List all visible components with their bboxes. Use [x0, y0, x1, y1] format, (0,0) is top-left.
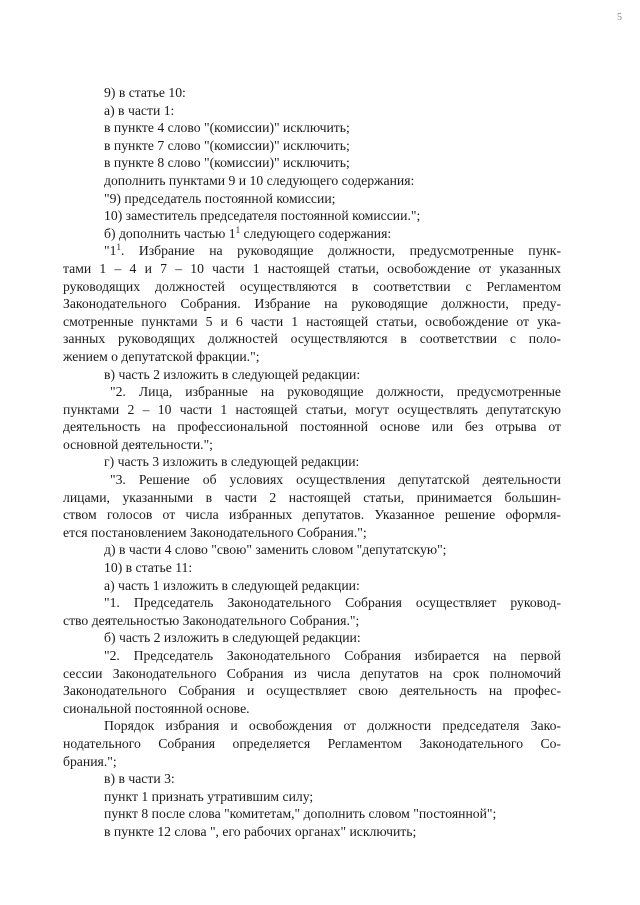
line-text: смотренные пунктами 5 и 6 части 1 настоящей статьи, освобождение от ука-: [63, 313, 561, 329]
line-text: б) часть 2 изложить в следующей редакции:: [104, 630, 361, 646]
text-line: [63, 753, 561, 771]
line-text: д) в части 4 слово "свою" заменить словом "депутатскую";: [104, 542, 447, 558]
line-text: а) в части 1:: [104, 102, 175, 118]
line-text: руководящих должностей осуществляются в соответствии с Регламентом: [63, 278, 561, 294]
line-text: деятельность на профессиональной постоянной основе или без отрыва от: [63, 419, 561, 435]
text-line: [63, 665, 561, 683]
line-text: 10) в статье 11:: [104, 560, 193, 576]
line-text: жением о депутатской фракции.";: [63, 348, 260, 364]
text-line: [63, 770, 561, 788]
text-line: [63, 700, 561, 718]
text-line: [63, 225, 561, 243]
line-text: Законодательного Собрания и осуществляет свою деятельность на профес-: [63, 683, 561, 699]
line-text: ством голосов от числа избранных депутатов. Указанное решение оформля-: [63, 507, 561, 523]
line-text: в) в части 3:: [104, 771, 175, 787]
text-line: [63, 559, 561, 577]
line-text: 10) заместитель председателя постоянной комиссии.";: [104, 208, 421, 224]
line-text: а) часть 1 изложить в следующей редакции:: [104, 577, 360, 593]
text-line: [63, 471, 561, 489]
text-line: [63, 541, 561, 559]
text-line: [63, 330, 561, 348]
line-text: брания.";: [63, 753, 117, 769]
line-text: лицами, указанными в части 2 настоящей статьи, принимается большин-: [63, 489, 561, 505]
line-text: дополнить пунктами 9 и 10 следующего содержания:: [104, 172, 415, 188]
line-text: 9) в статье 10:: [104, 85, 186, 100]
text-line: [63, 788, 561, 806]
text-line: [63, 207, 561, 225]
text-line: [63, 84, 561, 102]
text-line: [63, 401, 561, 419]
superscript: 1: [235, 224, 241, 235]
text-line: [63, 348, 561, 366]
text-line: [63, 647, 561, 665]
superscript: 1: [116, 242, 121, 253]
line-text: нодательного Собрания определяется Регламентом Законодательного Со-: [63, 735, 561, 751]
line-text: в пункте 8 слово "(комиссии)" исключить;: [104, 155, 350, 171]
line-text: ство деятельностью Законодательного Собрания.";: [63, 612, 360, 628]
line-text: сиональной постоянной основе.: [63, 700, 250, 716]
line-text-continued: следующего содержания:: [240, 225, 392, 241]
line-text: в пункте 4 слово "(комиссии)" исключить;: [104, 120, 350, 136]
text-line: [63, 823, 561, 841]
text-line: [63, 154, 561, 172]
text-line: [63, 313, 561, 331]
line-text: "9) председатель постоянной комиссии;: [104, 190, 336, 206]
text-line: [63, 735, 561, 753]
line-text: "1. Председатель Законодательного Собрания осуществляет руковод-: [104, 595, 561, 611]
text-line: [63, 805, 561, 823]
line-text: тами 1 – 4 и 7 – 10 части 1 настоящей статьи, освобождение от указанных: [63, 260, 561, 276]
line-text: б) дополнить частью 1: [104, 225, 236, 241]
text-line: [63, 278, 561, 296]
text-line: [63, 418, 561, 436]
text-line: [63, 682, 561, 700]
line-text: Порядок избрания и освобождения от должности председателя Зако-: [104, 718, 561, 734]
text-line: [63, 119, 561, 137]
line-text: пункт 8 после слова "комитетам," дополнить словом "постоянной";: [104, 806, 497, 822]
text-line: [63, 172, 561, 190]
text-line: [63, 506, 561, 524]
text-line: [63, 383, 561, 401]
line-text-continued: . Избрание на руководящие должности, предусмотренные пунк-: [120, 243, 561, 259]
text-line: [63, 295, 561, 313]
line-text: "1: [104, 243, 117, 259]
line-text: "2. Лица, избранные на руководящие должности, предусмотренные: [110, 384, 561, 400]
text-line: [63, 717, 561, 735]
line-text: занных руководящих должностей осуществляются в соответствии с поло-: [63, 331, 561, 347]
line-text: "3. Решение об условиях осуществления депутатской деятельности: [110, 472, 561, 488]
text-line: [63, 612, 561, 630]
text-line: [63, 629, 561, 647]
line-text: г) часть 3 изложить в следующей редакции:: [104, 454, 360, 470]
line-text: в пункте 12 слова ", его рабочих органах" исключить;: [104, 823, 417, 839]
line-text: Законодательного Собрания. Избрание на руководящие должности, преду-: [63, 296, 561, 312]
text-line: [63, 366, 561, 384]
text-line: [63, 524, 561, 542]
line-text: ется постановлением Законодательного Собрания.";: [63, 524, 367, 540]
line-text: пунктами 2 – 10 части 1 настоящей статьи, могут осуществлять депутатскую: [63, 401, 561, 417]
line-text: сессии Законодательного Собрания из числа депутатов на срок полномочий: [63, 665, 561, 681]
text-line: [63, 242, 561, 260]
line-text: основной деятельности.";: [63, 436, 213, 452]
line-text: "2. Председатель Законодательного Собрания избирается на первой: [104, 648, 561, 663]
line-text: в) часть 2 изложить в следующей редакции:: [104, 366, 361, 382]
document-body: [63, 84, 561, 841]
text-line: [63, 102, 561, 120]
text-line: [63, 260, 561, 278]
page-corner-mark: 5: [617, 12, 622, 23]
text-line: [63, 436, 561, 454]
text-line: [63, 577, 561, 595]
line-text: пункт 1 признать утратившим силу;: [104, 788, 314, 804]
text-line: [63, 137, 561, 155]
text-line: [63, 489, 561, 507]
text-line: [63, 190, 561, 208]
text-line: [63, 453, 561, 471]
text-line: [63, 594, 561, 612]
line-text: в пункте 7 слово "(комиссии)" исключить;: [104, 137, 350, 153]
